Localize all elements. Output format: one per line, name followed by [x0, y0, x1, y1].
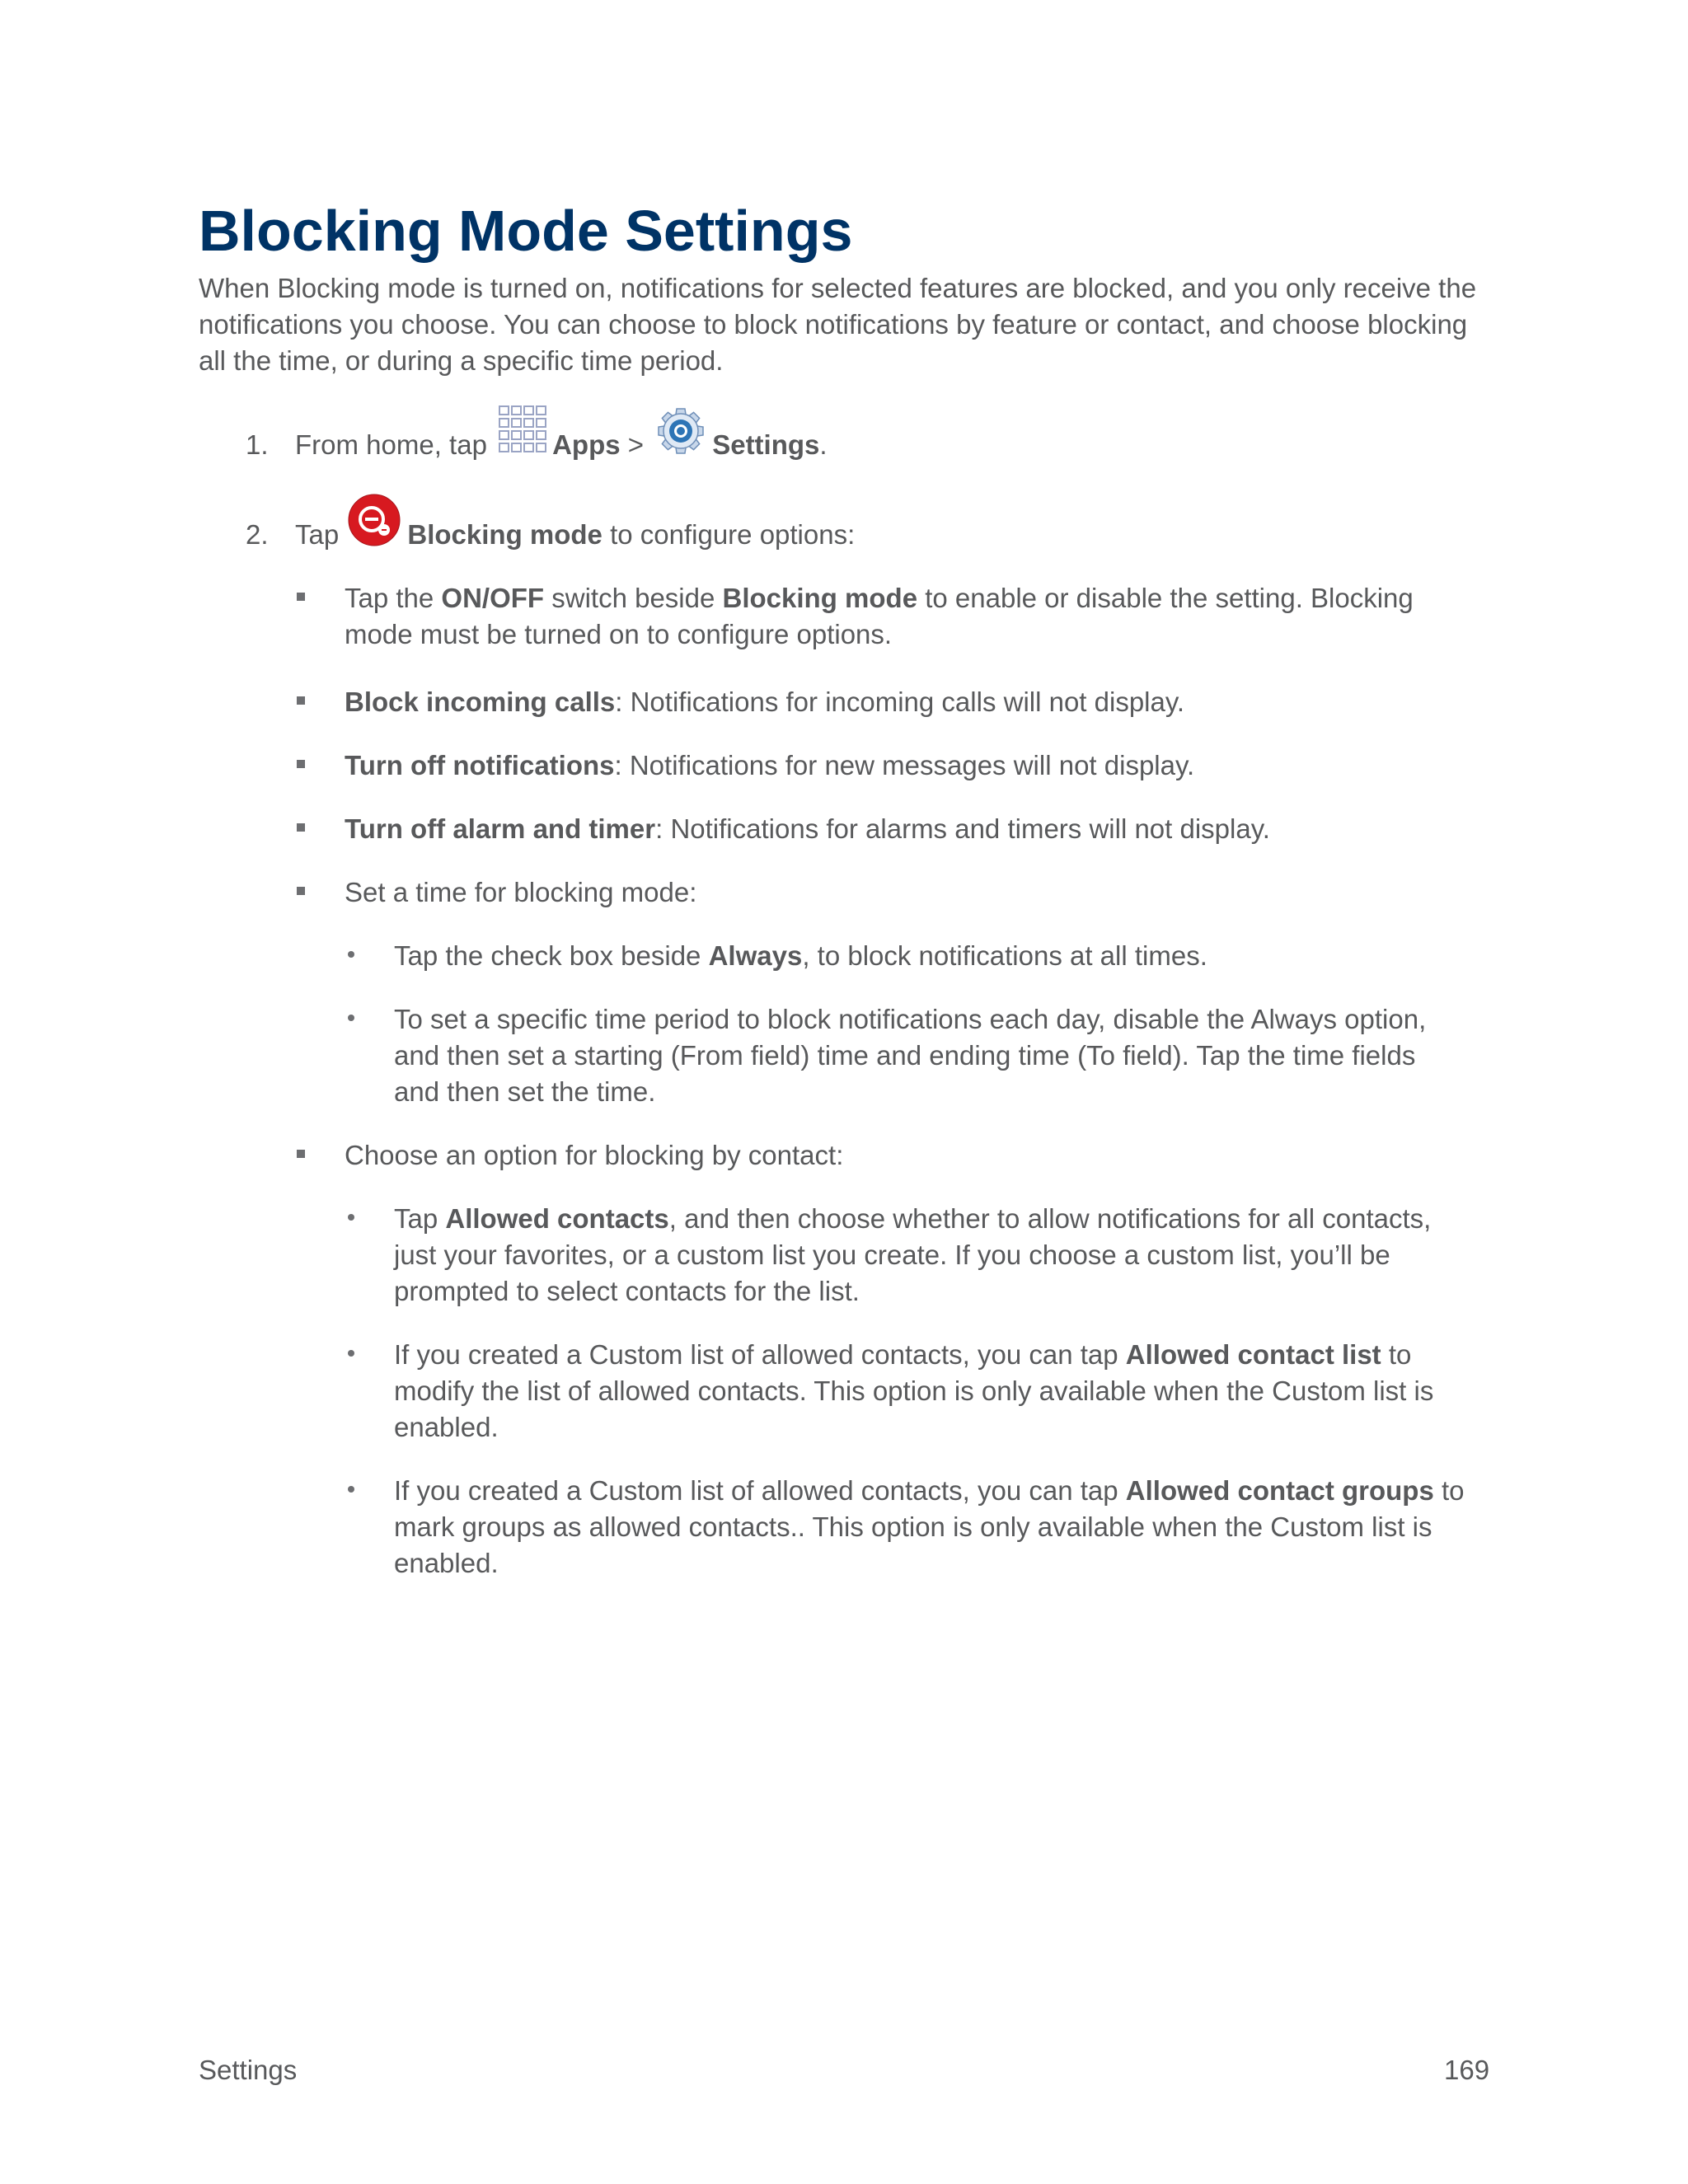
bullet-calls-text: : Notifications for incoming calls will not display.: [615, 687, 1185, 717]
sub-bullet-always: [394, 938, 1207, 974]
bullet-notifications-text: : Notifications for new messages will not display.: [614, 750, 1195, 780]
round-bullet: [348, 1486, 354, 1493]
footer-page-number: 169: [1444, 2055, 1490, 2085]
sub-bullet-allowed-list: [394, 1337, 1465, 1446]
sub-bullet-allowed-contacts: [394, 1201, 1457, 1310]
round-bullet: [348, 1015, 354, 1021]
bullet-onoff-mid: switch beside: [544, 583, 723, 613]
square-bullet: [297, 1150, 305, 1158]
onoff-label: ON/OFF: [441, 583, 545, 613]
apps-grid-icon: [498, 405, 547, 466]
sub-bullet-allowed-pre: Tap: [394, 1203, 446, 1234]
allowed-contacts-label: Allowed contacts: [445, 1203, 669, 1234]
square-bullet: [297, 593, 305, 601]
bullet-time: Set a time for blocking mode:: [345, 877, 697, 907]
step-1-prefix: From home, tap: [295, 429, 495, 460]
apps-label: Apps: [552, 429, 621, 460]
step-2-prefix: Tap: [295, 519, 347, 550]
round-bullet: [348, 1350, 354, 1357]
square-bullet: [297, 696, 305, 705]
step-1-text: [295, 427, 828, 466]
bullet-onoff-pre: Tap the: [345, 583, 442, 613]
gear-icon: [656, 406, 706, 465]
bullet-calls: [345, 684, 1184, 720]
sub-bullet-allowed-post: , and then choose whether to allow notifications for all contacts, just your favorites, or a custom list you create. If you choose a custom list, you’ll be prompted to select contacts for the list.: [394, 1203, 1432, 1306]
step-2-number: 2.: [246, 519, 269, 550]
sub-bullet-period: To set a specific time period to block notifications each day, disable the Always option, and then set a starting (From field) time and ending time (To field). Tap the time fields and then set the time.: [394, 1004, 1427, 1107]
bullet-contact: Choose an option for blocking by contact:: [345, 1140, 844, 1170]
settings-label: Settings: [712, 429, 820, 460]
step-1-period: .: [819, 429, 828, 460]
bullet-notifications: [345, 748, 1194, 784]
blocking-mode-icon: [348, 494, 401, 555]
sub-bullet-list-pre: If you created a Custom list of allowed contacts, you can tap: [394, 1339, 1126, 1370]
block-calls-label: Block incoming calls: [345, 687, 616, 717]
sub-bullet-list-post: to modify the list of allowed contacts. This option is only available when the Custom list is enabled.: [394, 1339, 1434, 1442]
allowed-contact-groups-label: Allowed contact groups: [1125, 1475, 1434, 1506]
sub-bullet-groups-post: to mark groups as allowed contacts.. This option is only available when the Custom list is enabled.: [394, 1475, 1465, 1578]
square-bullet: [297, 760, 305, 768]
blocking-mode-ref: Blocking mode: [722, 583, 918, 613]
turn-off-alarm-label: Turn off alarm and timer: [345, 813, 656, 844]
sub-bullet-allowed-groups: [394, 1473, 1490, 1582]
round-bullet: [348, 951, 354, 958]
turn-off-notifications-label: Turn off notifications: [345, 750, 615, 780]
step-1-separator: >: [620, 429, 652, 460]
sub-bullet-groups-pre: If you created a Custom list of allowed contacts, you can tap: [394, 1475, 1126, 1506]
allowed-contact-list-label: Allowed contact list: [1125, 1339, 1381, 1370]
square-bullet: [297, 823, 305, 832]
bullet-onoff: [345, 580, 1482, 653]
sub-bullet-always-post: , to block notifications at all times.: [802, 940, 1207, 971]
step-1-number: 1.: [246, 429, 269, 460]
bullet-onoff-post: to enable or disable the setting. Blocking mode must be turned on to configure options.: [345, 583, 1414, 649]
step-2-suffix: to configure options:: [602, 519, 856, 550]
blocking-mode-label: Blocking mode: [407, 519, 603, 550]
square-bullet: [297, 887, 305, 895]
bullet-alarm: [345, 811, 1270, 847]
always-label: Always: [708, 940, 803, 971]
bullet-alarm-text: : Notifications for alarms and timers will not display.: [655, 813, 1270, 844]
step-2-text: [295, 517, 855, 555]
round-bullet: [348, 1214, 354, 1221]
sub-bullet-always-pre: Tap the check box beside: [394, 940, 709, 971]
intro-paragraph: When Blocking mode is turned on, notifications for selected features are blocked, and you only receive the notifications you choose. You can choose to block notifications by feature or contact, and choose blocking all the time, or during a specific time period.: [199, 273, 1477, 376]
page-title: Blocking Mode Settings: [199, 199, 853, 263]
footer-section: Settings: [199, 2055, 298, 2085]
